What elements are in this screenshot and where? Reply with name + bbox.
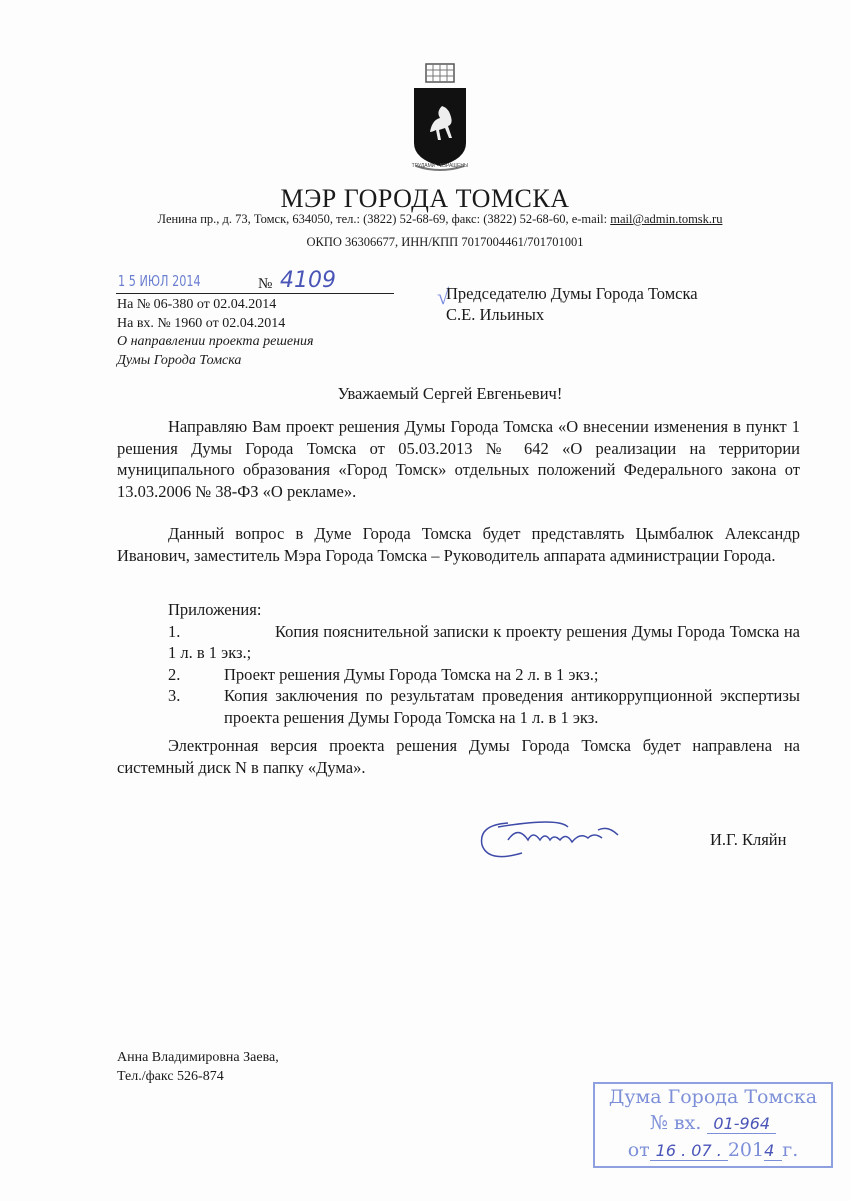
number-label: №	[258, 276, 273, 292]
stamp-number: 01-964	[707, 1114, 776, 1134]
paragraph-text: Данный вопрос в Думе Города Томска будет представлять Цымбалюк Александр Иванович, заместитель Мэра Города Томска – Руководитель аппарата администрации Города.	[117, 524, 800, 565]
attachment-item	[117, 664, 800, 686]
stamp-date: 16 . 07 .	[650, 1141, 728, 1161]
stamp-date-row	[595, 1137, 831, 1164]
references	[117, 296, 314, 370]
greeting: Уважаемый Сергей Евгеньевич!	[337, 384, 563, 403]
paragraph-2	[117, 523, 800, 566]
stamp-no-label: № вх.	[649, 1112, 702, 1134]
stamp-g: г.	[782, 1139, 799, 1161]
subject-line-2: Думы Города Томска	[117, 352, 242, 368]
page-title: МЭР ГОРОДА ТОМСКА	[280, 184, 570, 213]
executor-phone: Тел./факс 526-874	[117, 1068, 224, 1084]
paragraph-text: Направляю Вам проект решения Думы Города Томска «О внесении изменения в пункт 1 решения Думы Города Томска от 05.03.2013 № 642 «О реализации на территории муниципального образования «Город Томск» отдельных положений Федерального закона от 13.03.2006 № 38-ФЗ «О рекламе».	[117, 417, 800, 501]
attachment-item	[117, 621, 800, 664]
item-number: 1.	[168, 621, 181, 641]
paragraph-1	[117, 416, 800, 502]
executor	[117, 1049, 279, 1086]
date-stamp: 1 5 ИЮЛ 2014	[118, 272, 201, 290]
paragraph-text: Электронная версия проекта решения Думы Города Томска будет направлена на системный диск N в папку «Дума».	[117, 736, 800, 777]
addressee	[446, 283, 698, 325]
stamp-year-suffix: 4	[764, 1141, 782, 1161]
item-text: Копия пояснительной записки к проекту решения Думы Города Томска на 1 л. в 1 экз.;	[168, 621, 800, 662]
executor-name: Анна Владимировна Заева,	[117, 1050, 279, 1065]
checkmark-icon: √	[437, 284, 450, 309]
item-text: Копия заключения по результатам проведения антикоррупционной экспертизы проекта решения Думы Города Томска на 1 л. в 1 экз.	[224, 686, 800, 727]
crest-motto: ТРУДАМИ - ВЗРАЩЕНЫ	[411, 163, 469, 169]
item-number: 3.	[168, 686, 181, 705]
email-link[interactable]: mail@admin.tomsk.ru	[610, 212, 723, 226]
stamp-year-prefix: 201	[727, 1139, 765, 1161]
address-line	[0, 212, 850, 227]
okpo-line: ОКПО 36306677, ИНН/КПП 7017004461/701701001	[306, 235, 584, 249]
addressee-name: С.Е. Ильиных	[446, 305, 545, 324]
stamp-number-row	[595, 1110, 831, 1137]
number-underline	[116, 293, 394, 294]
signature-icon	[478, 815, 648, 865]
address-text: Ленина пр., д. 73, Томск, 634050, тел.: (3822) 52-68-69, факс: (3822) 52-68-60, e-mail:	[157, 212, 611, 226]
subject-line-1: О направлении проекта решения	[117, 334, 314, 349]
item-number: 2.	[168, 664, 181, 684]
coat-of-arms-icon	[412, 62, 468, 174]
addressee-title: Председателю Думы Города Томска	[446, 284, 698, 303]
attachments	[117, 599, 800, 728]
registration-stamp	[593, 1082, 833, 1168]
attachments-title: Приложения:	[168, 600, 262, 619]
closing-paragraph	[117, 735, 800, 778]
signatory-name: И.Г. Кляйн	[710, 830, 787, 849]
attachment-item	[117, 685, 800, 728]
stamp-from-label: от	[627, 1139, 650, 1161]
stamp-org: Дума Города Томска	[608, 1086, 818, 1108]
item-text: Проект решения Думы Города Томска на 2 л. в 1 экз.;	[224, 664, 599, 684]
outgoing-number: 4109	[280, 268, 336, 293]
reference-1: На № 06-380 от 02.04.2014	[117, 297, 277, 312]
reference-2: На вх. № 1960 от 02.04.2014	[117, 315, 286, 331]
